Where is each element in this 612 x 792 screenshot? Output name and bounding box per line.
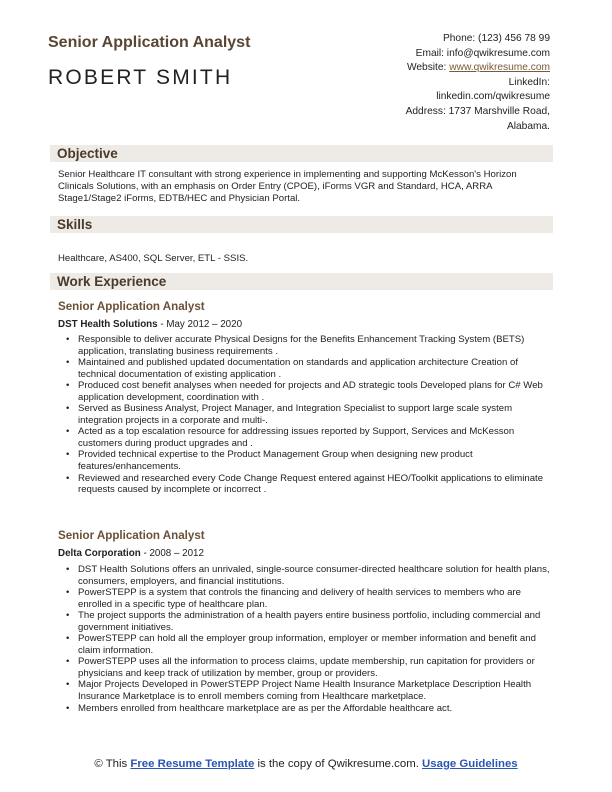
resume-header bbox=[48, 30, 556, 130]
list-item: • Major Projects Developed in PowerSTEPP Project Name Health Insurance Marketplace Description Health Insurance Marketplace is to enroll members coming from Healthcare marketplace. bbox=[66, 679, 554, 702]
job-2-bullets bbox=[66, 564, 554, 714]
skills-text: Healthcare, AS400, SQL Server, ETL - SSIS. bbox=[58, 253, 249, 264]
footer-middle: is the copy of Qwikresume.com. bbox=[254, 758, 423, 770]
job-1-company-line bbox=[58, 319, 242, 330]
linkedin-label: LinkedIn: bbox=[508, 76, 550, 88]
list-item: • Reviewed and researched every Code Change Request entered against HEO/Toolkit applications to eliminate requests caused by incomplete or incorrect . bbox=[66, 473, 554, 496]
job-title: Senior Application Analyst bbox=[48, 34, 251, 51]
list-item: • PowerSTEPP uses all the information to process claims, update membership, run capitation for providers or physicians and keep track of utilization by member, group or providers. bbox=[66, 656, 554, 679]
address-line2: Alabama. bbox=[506, 120, 550, 132]
list-item: • Responsible to deliver accurate Physical Designs for the Benefits Enhancement Tracking System (BETS) application, translating business requirements . bbox=[66, 334, 554, 357]
contact-block bbox=[340, 32, 550, 134]
section-title-skills: Skills bbox=[57, 217, 93, 232]
list-item: • DST Health Solutions offers an unrivaled, single-source consumer-directed healthcare solution for health plans, consumers, employers, and financial institutions. bbox=[66, 564, 554, 587]
job-2-dates: - 2008 – 2012 bbox=[140, 548, 204, 559]
section-skills bbox=[50, 216, 553, 233]
website-link[interactable]: www.qwikresume.com bbox=[449, 62, 550, 74]
list-item: • Acted as a top escalation resource for addressing issues reported by Support, Services and McKesson customers during product upgrades and . bbox=[66, 426, 554, 449]
objective-text: Senior Healthcare IT consultant with strong experience in implementing and supporting McKesson's Horizon Clinicals Solutions, with an emphasis on Order Entry (CPOE), iForms VGR and Standard, HCA, ARRA Stage1/Stage2 iForms, EDTB/HEC and Physician Portal. bbox=[58, 169, 517, 204]
person-name: ROBERT SMITH bbox=[48, 66, 233, 89]
list-item: • PowerSTEPP can hold all the employer group information, employer or member information and benefit and claim information. bbox=[66, 633, 554, 656]
list-item: • The project supports the administration of a health payers entire business portfolio, including commercial and government initiatives. bbox=[66, 610, 554, 633]
list-item: • Members enrolled from healthcare marketplace are as per the Affordable healthcare act. bbox=[66, 703, 554, 715]
job-2-title: Senior Application Analyst bbox=[58, 529, 205, 542]
section-objective bbox=[50, 145, 553, 162]
phone: Phone: (123) 456 78 99 bbox=[442, 33, 550, 44]
list-item: • Produced cost benefit analyses when needed for projects and AD strategic tools Developed plans for C# Web application development, coordination with . bbox=[66, 380, 554, 403]
list-item: • Served as Business Analyst, Project Manager, and Integration Specialist to support large scale system integration projects in a corporate and multi-. bbox=[66, 403, 554, 426]
job-1-bullets bbox=[66, 334, 554, 496]
free-resume-template-link[interactable]: Free Resume Template bbox=[130, 758, 255, 770]
address-line1: Address: 1737 Marshville Road, bbox=[405, 105, 550, 117]
email: Email: info@qwikresume.com bbox=[415, 47, 550, 59]
website-label: Website: bbox=[406, 62, 447, 74]
usage-guidelines-link[interactable]: Usage Guidelines bbox=[422, 758, 518, 770]
job-1-title: Senior Application Analyst bbox=[58, 300, 205, 313]
linkedin-value: linkedin.com/qwikresume bbox=[436, 91, 550, 103]
list-item: • Maintained and published updated documentation on standards and application architecture Creation of technical documentation of existing application . bbox=[66, 357, 554, 380]
section-work-experience bbox=[50, 273, 553, 290]
job-2-company-line bbox=[58, 548, 204, 559]
footer bbox=[70, 757, 542, 771]
footer-prefix: © This bbox=[94, 758, 131, 770]
list-item: • PowerSTEPP is a system that controls the financing and delivery of health services to members who are enrolled in a specific type of healthcare plan. bbox=[66, 587, 554, 610]
section-title-work: Work Experience bbox=[57, 274, 167, 289]
job-1-company: DST Health Solutions bbox=[58, 319, 158, 330]
job-1-dates: - May 2012 – 2020 bbox=[157, 319, 243, 330]
website bbox=[340, 61, 550, 76]
section-title-objective: Objective bbox=[57, 146, 118, 161]
job-2-company: Delta Corporation bbox=[58, 548, 141, 559]
list-item: • Provided technical expertise to the Product Management Group when designing new product features/enhancements. bbox=[66, 449, 554, 472]
